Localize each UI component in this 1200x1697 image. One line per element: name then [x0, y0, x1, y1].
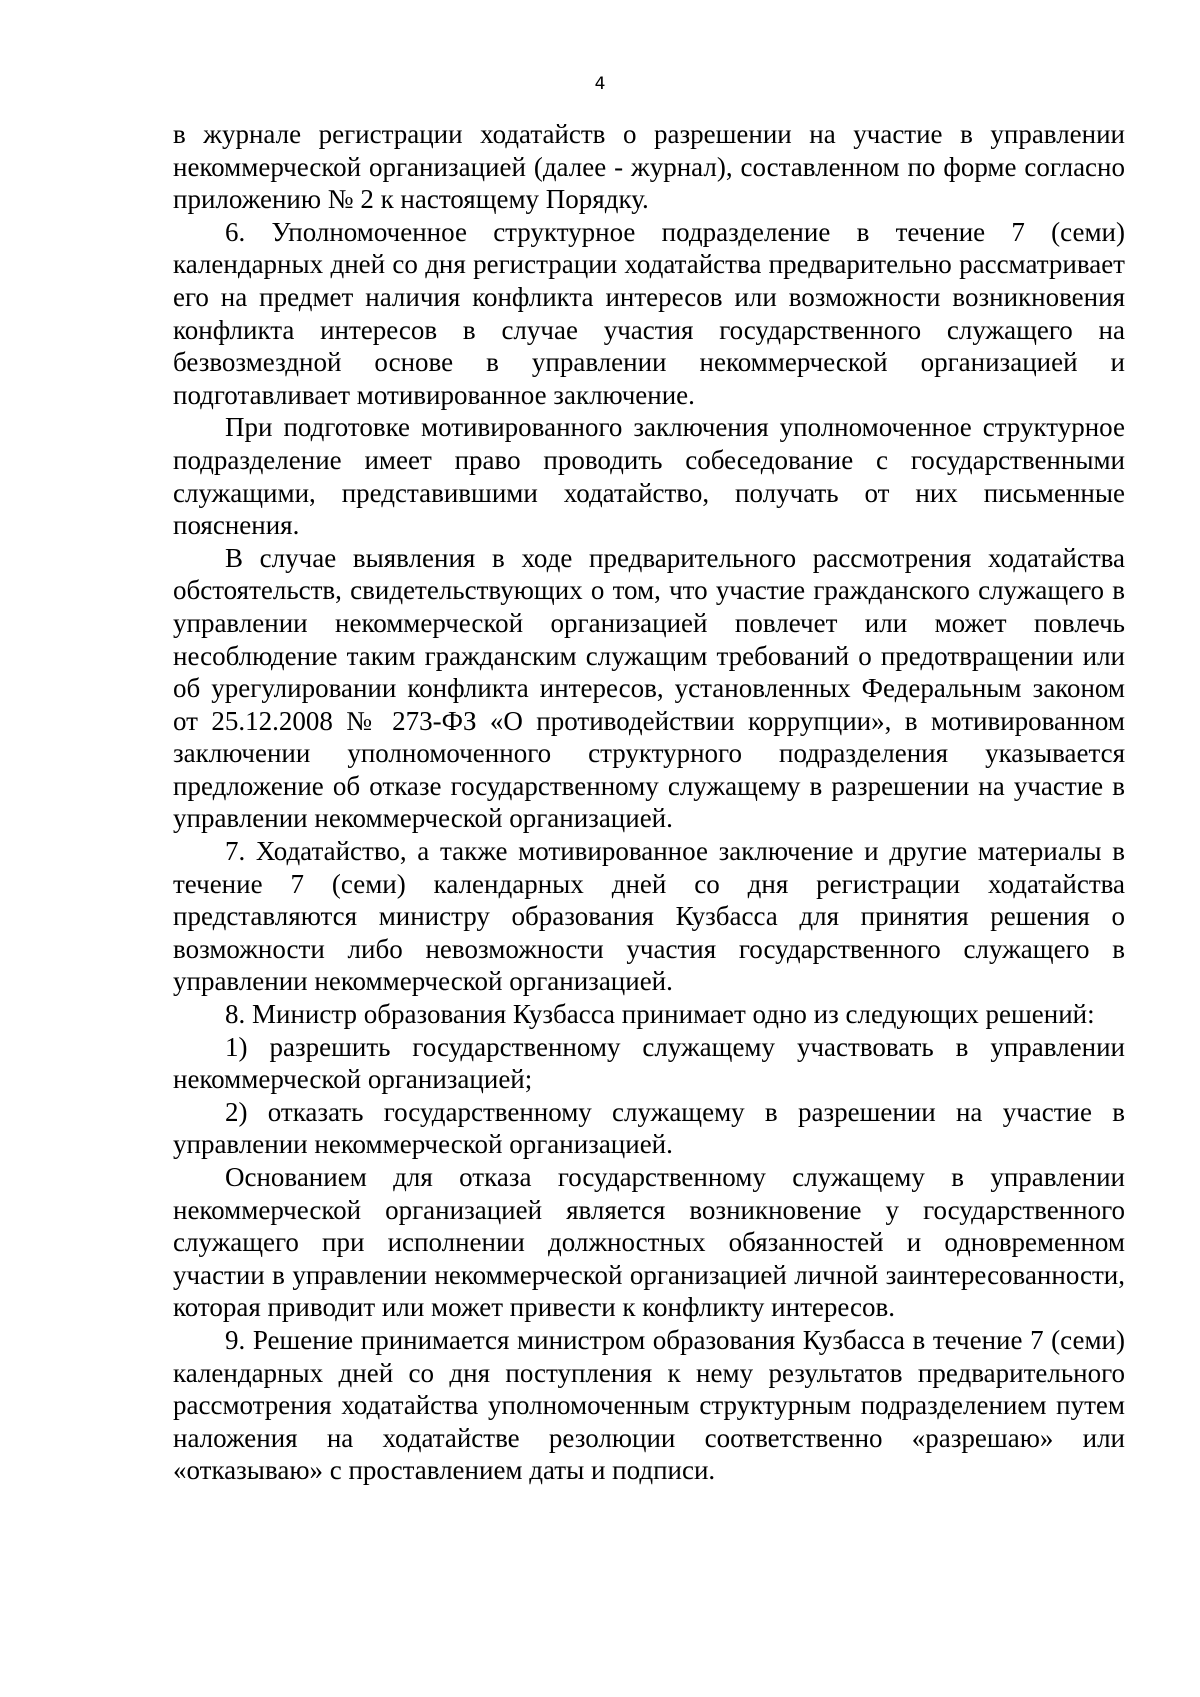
- paragraph-interview-right: При подготовке мотивированного заключения уполномоченное структурное подразделение имеет право проводить собеседование с государственными служащими, представившими ходатайство, получать от них письменные пояснения.: [173, 412, 1125, 541]
- paragraph-continuation: в журнале регистрации ходатайств о разрешении на участие в управлении некоммерческой организацией (далее - журнал), составленном по форме согласно приложению № 2 к настоящему Порядку.: [173, 119, 1125, 215]
- paragraph-conflict-detection: В случае выявления в ходе предварительного рассмотрения ходатайства обстоятельств, свидетельствующих о том, что участие гражданского служащего в управлении некоммерческой организацией повлечет или может повлечь несоблюдение таким гражданским служащим требований о предотвращении или об урегулировании конфликта интересов, установленных Федеральным законом от 25.12.2008 № 273-ФЗ «О противодействии коррупции», в мотивированном заключении уполномоченного структурного подразделения указывается предложение об отказе государственному служащему в разрешении на участие в управлении некоммерческой организацией.: [173, 542, 1125, 834]
- document-body: [173, 118, 1125, 1487]
- page-number: 4: [594, 74, 606, 94]
- paragraph-decision-refuse: 2) отказать государственному служащему в разрешении на участие в управлении некоммерческой организацией.: [173, 1096, 1125, 1160]
- paragraph-item-8: 8. Министр образования Кузбасса принимает одно из следующих решений:: [225, 999, 1095, 1030]
- paragraph-decision-permit: 1) разрешить государственному служащему участвовать в управлении некоммерческой организацией;: [173, 1031, 1125, 1095]
- paragraph-refusal-grounds: Основанием для отказа государственному служащему в управлении некоммерческой организацией является возникновение у государственного служащего при исполнении должностных обязанностей и одновременном участии в управлении некоммерческой организацией личной заинтересованности, которая приводит или может привести к конфликту интересов.: [173, 1162, 1125, 1323]
- paragraph-item-7: 7. Ходатайство, а также мотивированное заключение и другие материалы в течение 7 (семи) календарных дней со дня регистрации ходатайства представляются министру образования Кузбасса для принятия решения о возможности либо невозможности участия государственного служащего в управлении некоммерческой организацией.: [173, 836, 1125, 997]
- paragraph-item-6: 6. Уполномоченное структурное подразделение в течение 7 (семи) календарных дней со дня регистрации ходатайства предварительно рассматривает его на предмет наличия конфликта интересов или возможности возникновения конфликта интересов в случае участия государственного служащего на безвозмездной основе в управлении некоммерческой организацией и подготавливает мотивированное заключение.: [173, 216, 1125, 410]
- paragraph-item-9: 9. Решение принимается министром образования Кузбасса в течение 7 (семи) календарных дней со дня поступления к нему результатов предварительного рассмотрения ходатайства уполномоченным структурным подразделением путем наложения на ходатайстве резолюции соответственно «разрешаю» или «отказываю» с проставлением даты и подписи.: [173, 1324, 1125, 1486]
